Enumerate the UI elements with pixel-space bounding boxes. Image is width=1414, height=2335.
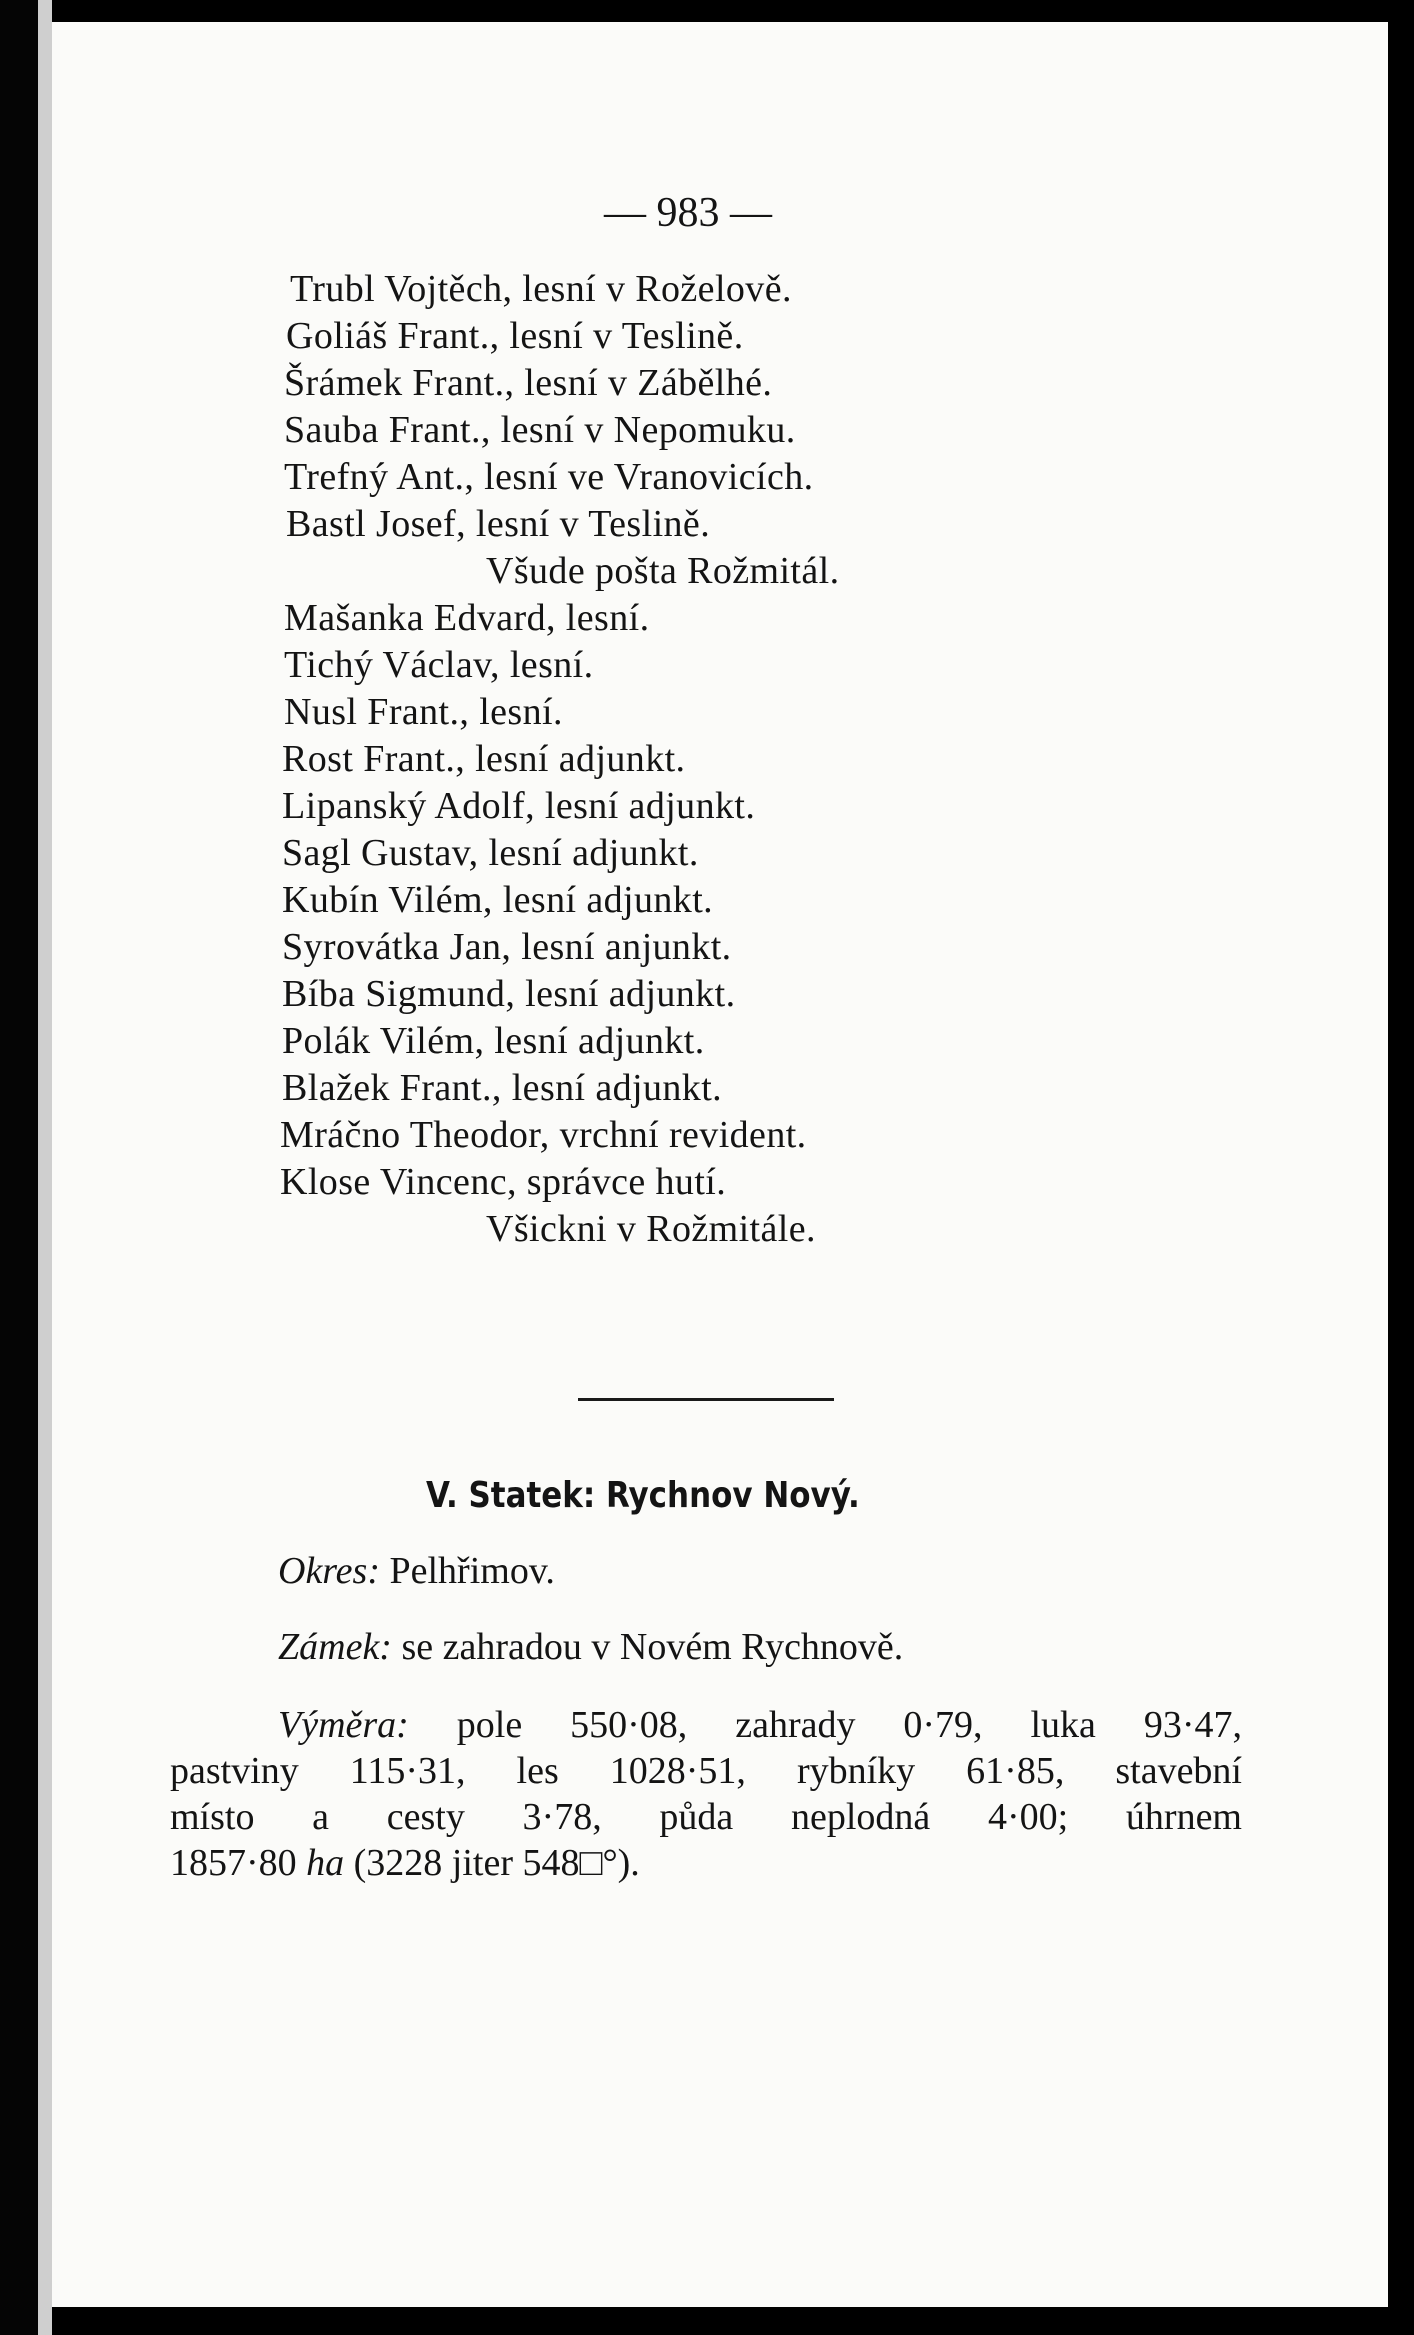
staff-entry: Bastl Josef, lesní v Teslině. — [286, 503, 711, 545]
vymera-unit: ha — [306, 1842, 345, 1884]
page-number: — 983 — — [604, 190, 772, 236]
zamek-label: Zámek: — [278, 1626, 392, 1668]
section-divider — [578, 1398, 834, 1401]
vymera-line-2: pastviny 115·31, les 1028·51, rybníky 61·85, stavební — [170, 1750, 1242, 1792]
scan-page-edge — [38, 0, 52, 2335]
vymera-label: Výměra: — [278, 1704, 409, 1746]
vymera-line-1 — [278, 1704, 1242, 1746]
staff-entry: Nusl Frant., lesní. — [284, 691, 563, 733]
staff-entry: Tichý Václav, lesní. — [284, 644, 594, 686]
scan-border-left — [0, 0, 38, 2335]
staff-location-note: Všickni v Rožmitále. — [486, 1208, 816, 1250]
staff-entry: Trefný Ant., lesní ve Vranovicích. — [284, 456, 814, 498]
staff-entry: Klose Vincenc, správce hutí. — [280, 1161, 727, 1203]
staff-entry: Syrovátka Jan, lesní anjunkt. — [282, 926, 732, 968]
staff-entry: Mašanka Edvard, lesní. — [284, 597, 650, 639]
staff-entry: Sagl Gustav, lesní adjunkt. — [282, 832, 699, 874]
staff-entry: Polák Vilém, lesní adjunkt. — [282, 1020, 705, 1062]
okres-label: Okres: — [278, 1550, 380, 1592]
zamek-value: se zahradou v Novém Rychnově. — [401, 1626, 904, 1668]
staff-entry: Rost Frant., lesní adjunkt. — [282, 738, 686, 780]
vymera-text-1: pole 550·08, zahrady 0·79, luka 93·47, — [456, 1704, 1242, 1746]
scan-border-right — [1388, 0, 1414, 2335]
book-page — [52, 22, 1388, 2307]
zamek-line — [278, 1626, 903, 1668]
staff-entry: Kubín Vilém, lesní adjunkt. — [282, 879, 714, 921]
staff-entry: Bíba Sigmund, lesní adjunkt. — [282, 973, 736, 1015]
staff-location-note: Všude pošta Rožmitál. — [486, 550, 840, 592]
vymera-total: 1857·80 — [170, 1842, 297, 1884]
staff-entry: Sauba Frant., lesní v Nepomuku. — [284, 409, 796, 451]
vymera-line-3: místo a cesty 3·78, půda neplodná 4·00; úhrnem — [170, 1796, 1242, 1838]
staff-entry: Trubl Vojtěch, lesní v Roželově. — [290, 268, 792, 310]
staff-entry: Goliáš Frant., lesní v Teslině. — [286, 315, 744, 357]
vymera-jitra: (3228 jiter 548□°). — [353, 1842, 640, 1884]
staff-entry: Blažek Frant., lesní adjunkt. — [282, 1067, 723, 1109]
staff-entry: Mráčno Theodor, vrchní revident. — [280, 1114, 807, 1156]
okres-value: Pelhřimov. — [389, 1550, 555, 1592]
okres-line — [278, 1550, 555, 1592]
section-heading: V. Statek: Rychnov Nový. — [426, 1475, 860, 1516]
staff-entry: Šrámek Frant., lesní v Zábělhé. — [284, 362, 773, 404]
vymera-line-4 — [170, 1842, 1242, 1884]
staff-entry: Lipanský Adolf, lesní adjunkt. — [282, 785, 756, 827]
